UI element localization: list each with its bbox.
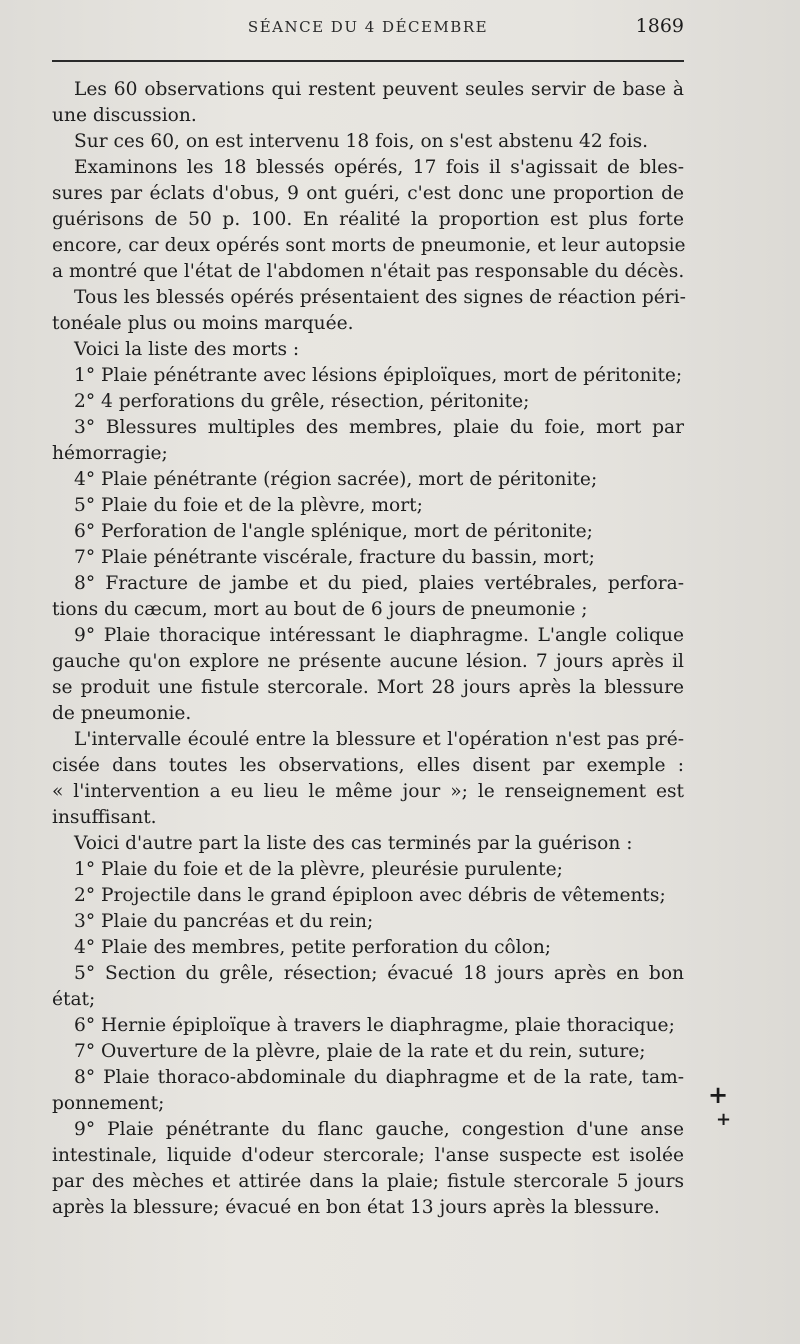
text-line: se produit une fistule stercorale. Mort 28 jours après la blessure <box>52 677 684 698</box>
text-line: 8° Fracture de jambe et du pied, plaies vertébrales, perfora- <box>74 573 684 594</box>
text-line: guérisons de 50 p. 100. En réalité la proportion est plus forte <box>52 209 684 230</box>
text-line: 2° 4 perforations du grêle, résection, péritonite; <box>74 391 530 412</box>
text-line: une discussion. <box>52 105 197 126</box>
text-line: 5° Plaie du foie et de la plèvre, mort; <box>74 495 423 516</box>
text-line: 2° Projectile dans le grand épiploon avec débris de vêtements; <box>74 885 666 906</box>
text-line: état; <box>52 989 96 1010</box>
text-line: par des mèches et attirée dans la plaie; fistule stercorale 5 jours <box>52 1171 684 1192</box>
text-line: 6° Perforation de l'angle splénique, mort de péritonite; <box>74 521 593 542</box>
text-line: 3° Plaie du pancréas et du rein; <box>74 911 374 932</box>
text-line: Les 60 observations qui restent peuvent seules servir de base à <box>74 79 684 100</box>
text-line: gauche qu'on explore ne présente aucune lésion. 7 jours après il <box>52 651 684 672</box>
text-line: ponnement; <box>52 1093 165 1114</box>
text-line: tions du cæcum, mort au bout de 6 jours de pneumonie ; <box>52 599 588 620</box>
page-header <box>52 15 684 44</box>
text-line: insuffisant. <box>52 807 157 828</box>
text-line: 1° Plaie pénétrante avec lésions épiploïques, mort de péritonite; <box>74 365 683 386</box>
running-head: SÉANCE DU 4 DÉCEMBRE <box>247 18 489 36</box>
page-number: 1869 <box>635 15 684 37</box>
margin-annotations <box>698 1080 738 1143</box>
text-line: 4° Plaie des membres, petite perforation du côlon; <box>74 937 552 958</box>
text-line: tonéale plus ou moins marquée. <box>52 313 354 334</box>
text-line: Examinons les 18 blessés opérés, 17 fois il s'agissait de bles- <box>74 157 684 178</box>
text-line: 9° Plaie pénétrante du flanc gauche, congestion d'une anse <box>74 1119 684 1140</box>
text-line: 7° Ouverture de la plèvre, plaie de la rate et du rein, suture; <box>74 1041 646 1062</box>
margin-mark: + <box>708 1080 729 1109</box>
text-line: 8° Plaie thoraco-abdominale du diaphragme et de la rate, tam- <box>74 1067 684 1088</box>
text-line: 4° Plaie pénétrante (région sacrée), mort de péritonite; <box>74 469 598 490</box>
text-line: cisée dans toutes les observations, elles disent par exemple : <box>52 755 684 776</box>
text-line: Voici la liste des morts : <box>74 339 300 360</box>
text-line: 7° Plaie pénétrante viscérale, fracture du bassin, mort; <box>74 547 595 568</box>
text-line: hémorragie; <box>52 443 168 464</box>
text-line: intestinale, liquide d'odeur stercorale; l'anse suspecte est isolée <box>52 1145 684 1166</box>
text-line: encore, car deux opérés sont morts de pneumonie, et leur autopsie <box>52 235 686 256</box>
text-line: après la blessure; évacué en bon état 13 jours après la blessure. <box>52 1197 660 1218</box>
margin-mark: + <box>716 1109 732 1130</box>
text-line: 6° Hernie épiploïque à travers le diaphragme, plaie thoracique; <box>74 1015 675 1036</box>
text-line: de pneumonie. <box>52 703 192 724</box>
text-line: 3° Blessures multiples des membres, plaie du foie, mort par <box>74 417 684 438</box>
text-line: Tous les blessés opérés présentaient des signes de réaction péri- <box>74 287 686 308</box>
text-line: a montré que l'état de l'abdomen n'était pas responsable du décès. <box>52 261 685 282</box>
text-body <box>52 77 684 1221</box>
text-line: L'intervalle écoulé entre la blessure et l'opération n'est pas pré- <box>74 729 684 750</box>
text-line: 5° Section du grêle, résection; évacué 18 jours après en bon <box>74 963 684 984</box>
text-line: 1° Plaie du foie et de la plèvre, pleurésie purulente; <box>74 859 563 880</box>
text-line: « l'intervention a eu lieu le même jour »; le renseignement est <box>52 781 684 802</box>
text-line: sures par éclats d'obus, 9 ont guéri, c'est donc une proportion de <box>52 183 684 204</box>
text-line: Voici d'autre part la liste des cas terminés par la guérison : <box>74 833 633 854</box>
text-line: Sur ces 60, on est intervenu 18 fois, on s'est abstenu 42 fois. <box>74 131 649 152</box>
header-rule <box>52 60 684 62</box>
text-line: 9° Plaie thoracique intéressant le diaphragme. L'angle colique <box>74 625 684 646</box>
